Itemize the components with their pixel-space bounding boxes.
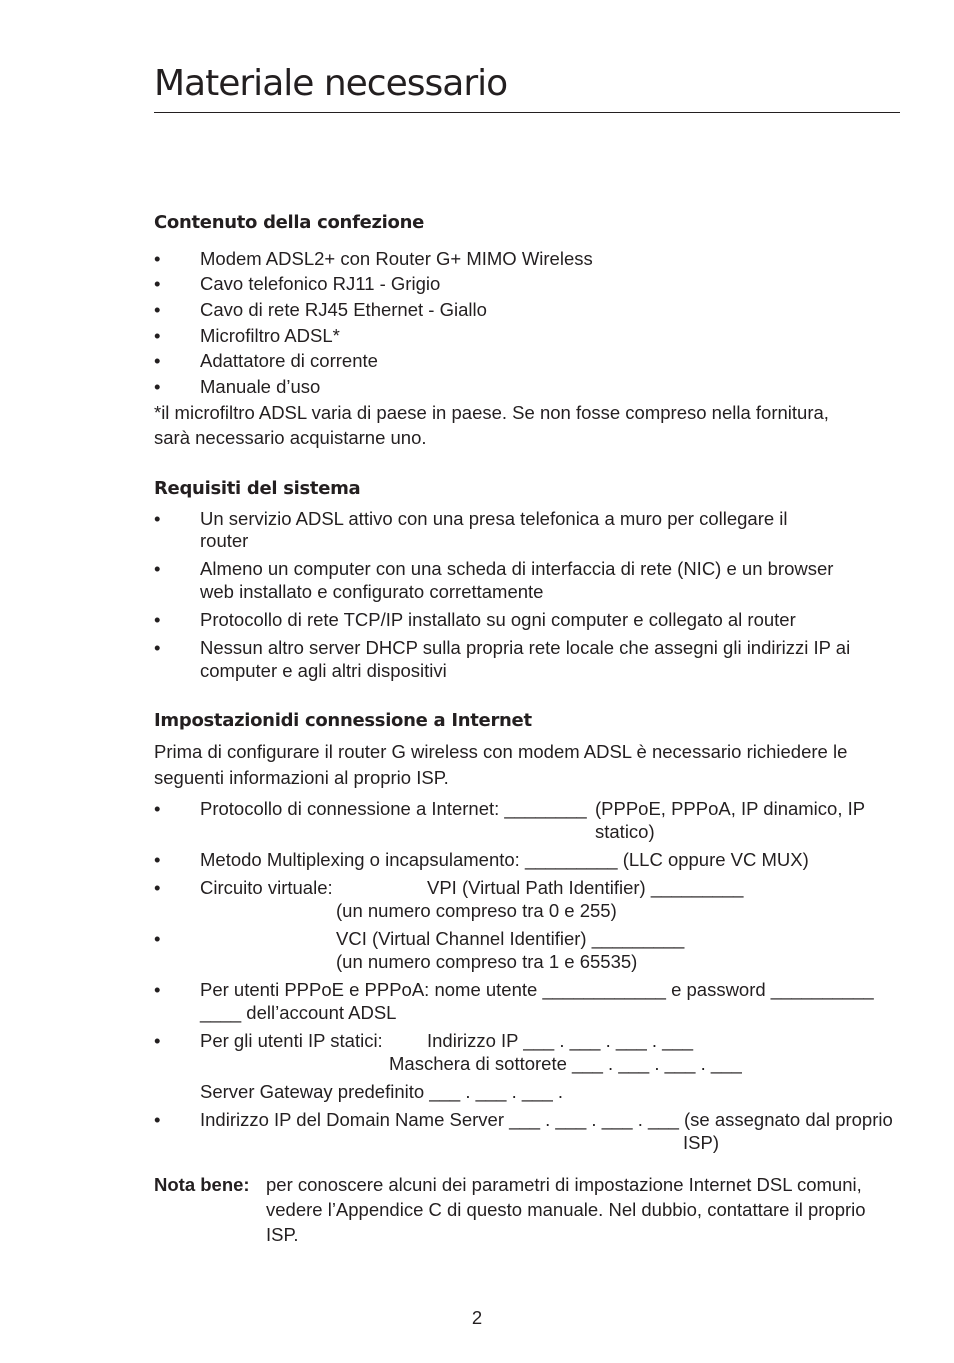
gateway-field: Server Gateway predefinito ___ . ___ . ___ .	[200, 1081, 564, 1102]
vci-range: (un numero compreso tra 1 e 65535)	[336, 951, 638, 972]
contents-item: Modem ADSL2+ con Router G+ MIMO Wireless	[200, 248, 593, 269]
note-label: Nota bene:	[154, 1174, 250, 1195]
requirement-item: router	[200, 530, 249, 551]
internet-intro: Prima di configurare il router G wireless con modem ADSL è necessario richiedere le	[154, 741, 848, 762]
protocol-field: Protocollo di connessione a Internet: ________	[200, 798, 587, 819]
bullet: •	[154, 1109, 161, 1130]
vci-field: VCI (Virtual Channel Identifier) _________	[336, 928, 685, 949]
dns-field: Indirizzo IP del Domain Name Server ___ . ___ . ___ . ___ (se assegnato dal proprio	[200, 1109, 893, 1130]
vpi-field: VPI (Virtual Path Identifier) _________	[427, 877, 744, 898]
bullet: •	[154, 798, 161, 819]
bullet: •	[154, 299, 161, 320]
bullet: •	[154, 928, 161, 949]
contents-item: Adattatore di corrente	[200, 350, 378, 371]
bullet: •	[154, 248, 161, 269]
note-text: ISP.	[266, 1224, 299, 1245]
internet-intro: seguenti informazioni al proprio ISP.	[154, 767, 449, 788]
protocol-options: (PPPoE, PPPoA, IP dinamico, IP	[595, 798, 866, 819]
static-ip-label: Per gli utenti IP statici:	[200, 1030, 383, 1051]
requirement-item: web installato e configurato correttamente	[200, 581, 544, 602]
bullet: •	[154, 1030, 161, 1051]
contents-note: *il microfiltro ADSL varia di paese in paese. Se non fosse compreso nella fornitura,	[154, 402, 829, 423]
bullet: •	[154, 350, 161, 371]
bullet: •	[154, 273, 161, 294]
bullet: •	[154, 877, 161, 898]
vpi-range: (un numero compreso tra 0 e 255)	[336, 900, 617, 921]
bullet: •	[154, 637, 161, 658]
multiplexing-field: Metodo Multiplexing o incapsulamento: _________ (LLC oppure VC MUX)	[200, 849, 809, 870]
bullet: •	[154, 508, 161, 529]
contents-note: sarà necessario acquistarne uno.	[154, 427, 427, 448]
requirement-item: Un servizio ADSL attivo con una presa telefonica a muro per collegare il	[200, 508, 788, 529]
virtual-circuit-label: Circuito virtuale:	[200, 877, 333, 898]
title-rule	[154, 112, 900, 113]
requirements-heading: Requisiti del sistema	[154, 478, 361, 499]
requirement-item: Protocollo di rete TCP/IP installato su ogni computer e collegato al router	[200, 609, 796, 630]
pppoe-field: ____ dell’account ADSL	[200, 1002, 397, 1023]
requirement-item: Almeno un computer con una scheda di interfaccia di rete (NIC) e un browser	[200, 558, 834, 579]
bullet: •	[154, 849, 161, 870]
bullet: •	[154, 325, 161, 346]
bullet: •	[154, 558, 161, 579]
ip-address-field: Indirizzo IP ___ . ___ . ___ . ___	[427, 1030, 694, 1051]
note-text: per conoscere alcuni dei parametri di impostazione Internet DSL comuni,	[266, 1174, 862, 1195]
contents-item: Cavo telefonico RJ11 - Grigio	[200, 273, 441, 294]
requirement-item: Nessun altro server DHCP sulla propria rete locale che assegni gli indirizzi IP ai	[200, 637, 851, 658]
protocol-options: statico)	[595, 821, 655, 842]
page-title: Materiale necessario	[154, 63, 508, 104]
contents-item: Manuale d’uso	[200, 376, 321, 397]
dns-field: ISP)	[683, 1132, 719, 1153]
contents-heading: Contenuto della confezione	[154, 212, 425, 233]
contents-item: Cavo di rete RJ45 Ethernet - Giallo	[200, 299, 487, 320]
bullet: •	[154, 979, 161, 1000]
pppoe-field: Per utenti PPPoE e PPPoA: nome utente ____________ e password __________	[200, 979, 874, 1000]
contents-item: Microfiltro ADSL*	[200, 325, 340, 346]
bullet: •	[154, 609, 161, 630]
requirement-item: computer e agli altri dispositivi	[200, 660, 447, 681]
note-text: vedere l’Appendice C di questo manuale. Nel dubbio, contattare il proprio	[266, 1199, 866, 1220]
internet-heading: Impostazionidi connessione a Internet	[154, 710, 532, 731]
bullet: •	[154, 376, 161, 397]
page-number: 2	[471, 1307, 483, 1328]
subnet-mask-field: Maschera di sottorete ___ . ___ . ___ . ___	[389, 1053, 742, 1074]
